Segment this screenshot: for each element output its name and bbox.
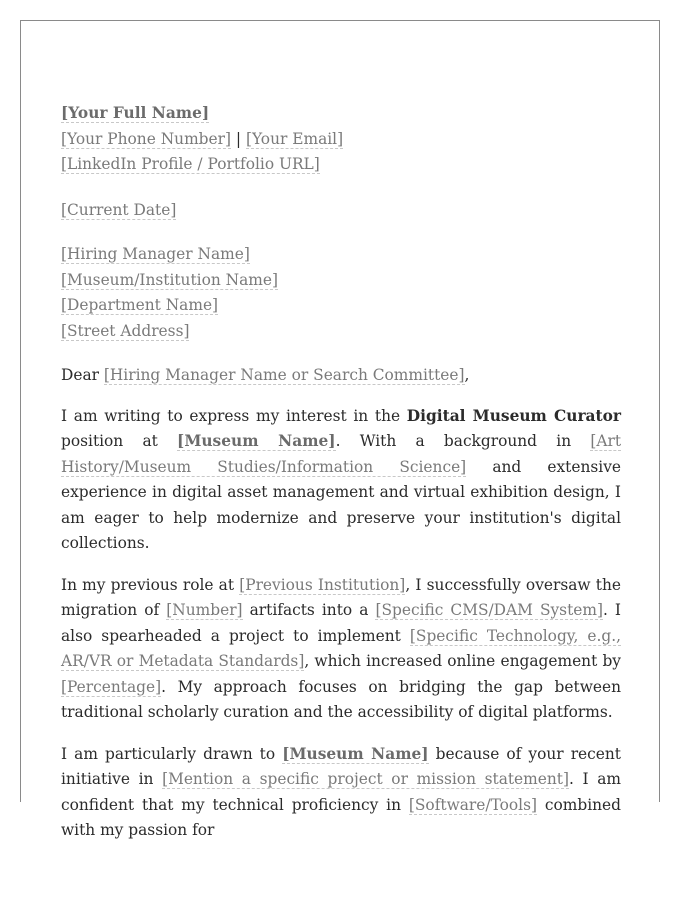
museum-name-placeholder[interactable]: [Museum Name]	[177, 432, 336, 450]
text: I am particularly drawn to	[61, 744, 283, 763]
full-name-placeholder[interactable]: [Your Full Name]	[61, 104, 210, 122]
cover-letter	[61, 101, 621, 844]
percentage-placeholder[interactable]: [Percentage]	[61, 677, 162, 696]
text: . My approach focuses on bridging the gap between traditional scholarly curation and the accessibility of digital platforms.	[61, 677, 621, 721]
initiative-placeholder[interactable]: [Mention a specific project or mission statement]	[162, 770, 569, 788]
contact-separator: |	[231, 129, 246, 148]
paragraph-motivation	[61, 742, 621, 844]
recipient-block	[61, 242, 621, 344]
text: . With a background in	[335, 432, 591, 450]
institution-placeholder[interactable]: [Museum/Institution Name]	[61, 270, 278, 289]
cms-placeholder[interactable]: [Specific CMS/DAM System]	[375, 601, 603, 619]
field-placeholder[interactable]: [Art History/Museum Studies/Information Science]	[61, 432, 622, 476]
text: because of your recent initiative in	[61, 744, 621, 788]
text: , which increased online engagement by	[304, 652, 621, 670]
text: . I am confident that my technical proficiency in	[61, 770, 622, 814]
text: , I successfully oversaw the migration of	[61, 575, 621, 619]
text: . I also spearheaded a project to implement	[61, 601, 622, 645]
address-placeholder[interactable]: [Street Address]	[61, 321, 190, 340]
text: I am writing to express my interest in the	[61, 406, 407, 425]
text: position at	[61, 432, 178, 450]
previous-institution-placeholder[interactable]: [Previous Institution]	[239, 575, 406, 594]
technology-placeholder[interactable]: [Specific Technology, e.g., AR/VR or Metadata Standards]	[61, 626, 622, 670]
phone-placeholder[interactable]: [Your Phone Number]	[61, 129, 231, 148]
paragraph-experience	[61, 573, 621, 726]
tools-placeholder[interactable]: [Software/Tools]	[408, 795, 537, 814]
museum-name-placeholder[interactable]: [Museum Name]	[282, 744, 429, 763]
text: artifacts into a	[242, 601, 376, 619]
linkedin-placeholder[interactable]: [LinkedIn Profile / Portfolio URL]	[61, 155, 320, 173]
salutation-suffix: ,	[464, 366, 470, 384]
document-page	[20, 20, 660, 839]
sender-block	[61, 101, 621, 178]
text: In my previous role at	[61, 575, 240, 594]
department-placeholder[interactable]: [Department Name]	[61, 296, 219, 314]
role-title: Digital Museum Curator	[406, 406, 622, 425]
salutation-prefix: Dear	[61, 366, 104, 384]
manager-placeholder[interactable]: [Hiring Manager Name]	[61, 245, 250, 263]
text: combined with my passion for	[61, 795, 621, 839]
paragraph-intro	[61, 404, 621, 557]
date-placeholder[interactable]: [Current Date]	[61, 200, 177, 219]
text: and extensive experience in digital asset management and virtual exhibition design, I am eager to help modernize and preserve your institution's digital collections.	[61, 457, 621, 552]
number-placeholder[interactable]: [Number]	[166, 601, 243, 619]
salutation	[61, 363, 621, 389]
email-placeholder[interactable]: [Your Email]	[245, 129, 344, 148]
salutation-name-placeholder[interactable]: [Hiring Manager Name or Search Committee]	[103, 366, 465, 384]
date-block	[61, 198, 621, 224]
